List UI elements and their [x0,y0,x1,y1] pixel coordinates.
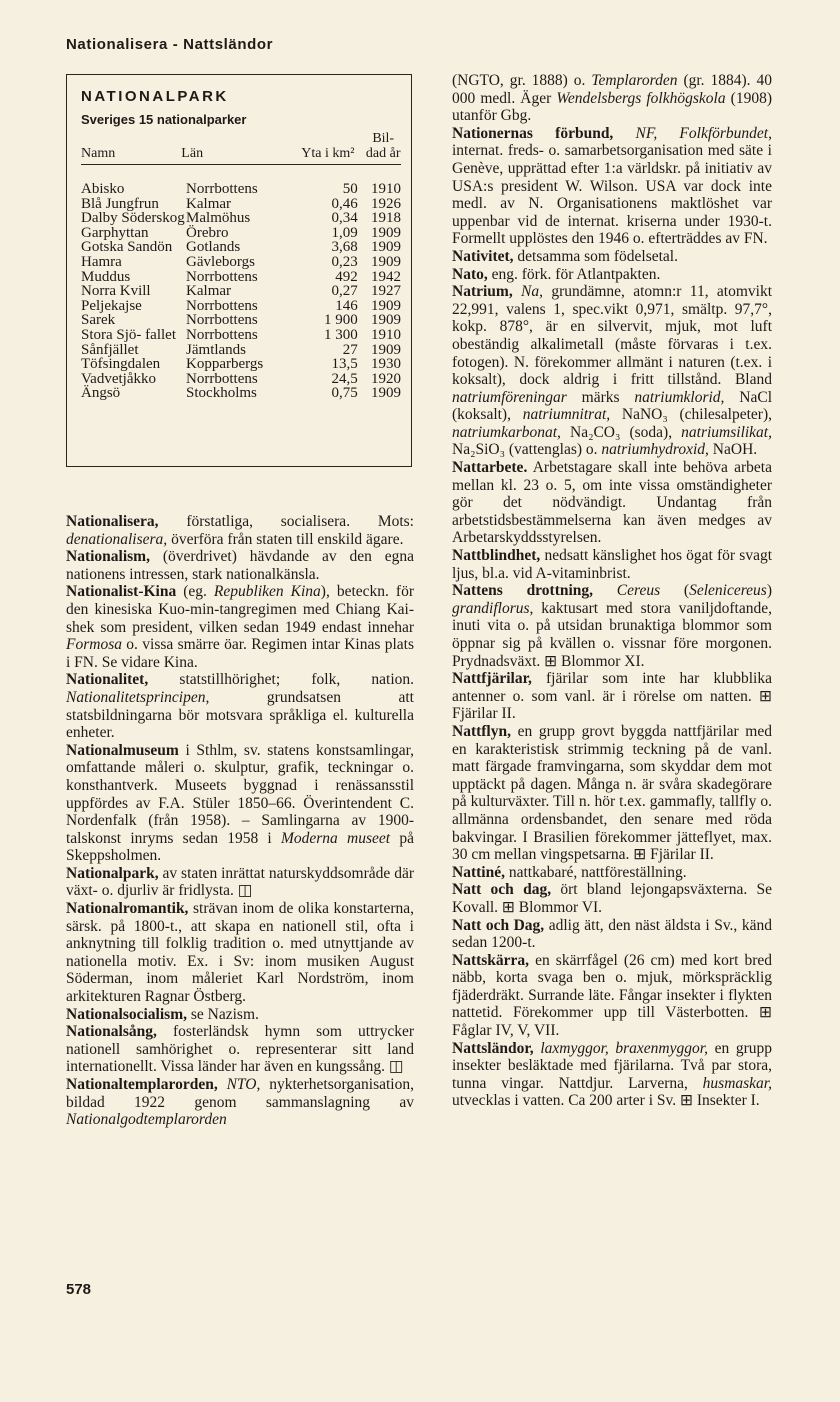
park-year: 1910 [370,326,401,343]
entry-text: fjärilar som inte har klubblika antenner o. som vanl. är i rörelse om natten. ⊞ Fjärilar II. [452,670,772,723]
entry-headword: Nationalism, [66,548,150,566]
park-name: Muddus [81,268,131,285]
entry-text: förstatliga, socialisera. Mots: [158,513,414,530]
entry-headword: Natrium, [452,283,513,301]
entry-text: internat. freds- o. samarbetsorganisation med säte i Genève, upprättad efter 1:a världskr. på initiativ av USA:s president W. Wilson. USA var dock inte medl. av N. Organisationens maktlöshet var uppenbar vid de internat. kriserna under 1930-t. Formellt upplöstes den 1946 o. efterträddes av FN. [452,142,772,248]
entry-text: Nationalgodtemplarorden [66,1111,227,1129]
dictionary-entry [66,1023,414,1076]
park-name: Abisko [81,181,125,197]
table-row [81,284,401,299]
park-lan: Norrbottens [186,326,258,343]
entry-headword: Nato, [452,265,488,283]
park-year: 1909 [370,312,401,329]
park-name: Ängsö [81,385,121,402]
entry-text: natriumklorid, [634,388,725,406]
entry-text: Republiken Kina [213,583,321,601]
park-year: 1909 [370,297,401,314]
park-lan: Örebro [186,224,229,241]
dictionary-entry [452,248,772,266]
dictionary-entry [452,952,772,1040]
dictionary-entry [66,1076,414,1129]
entry-text: NF, Folkförbundet, [635,124,772,142]
park-year: 1930 [370,356,401,373]
nationalpark-box-subtitle: Sveriges 15 nationalparker [81,112,247,127]
entry-headword: Nattens drottning, [452,582,594,600]
entry-text: detsamma som födelsetal. [513,247,678,265]
entry-text: Selenicereus [689,582,767,600]
park-year: 1920 [370,370,401,387]
dictionary-entry [452,547,772,582]
park-name: Stora Sjö- fallet [81,326,176,343]
table-row [81,226,401,241]
entry-headword: Nationalsocialism, [66,1005,187,1023]
park-area: 0,46 [331,195,358,212]
dictionary-entry [66,865,414,900]
dictionary-entry [452,1040,772,1110]
entry-text: NTO, [226,1076,261,1093]
entry-text [593,582,617,599]
entry-text: NaNO₃ (chilesalpeter), [610,406,772,424]
entry-text: Cereus [616,582,661,600]
nationalpark-table-body [81,182,401,401]
entry-text: Nationalitetsprincipen, [66,688,210,706]
park-year: 1909 [370,224,401,241]
entry-text: husmaskar, [702,1074,772,1092]
entry-text: strävan inom de olika konstarterna, särsk. på 1800-t., att skapa en nationell stil, ofta i anknytning till folklig tradition o. med utnyttjande av nationella motiv. Ex. i Sv: inom musiken August Söderman, inom måleriet Karl Nordström, inom arkitekturen Ragnar Östberg. [66,900,414,1006]
entry-text: Templarorden [591,72,678,89]
park-area: 1,09 [331,224,358,241]
entry-text: Na, [521,283,543,301]
entry-headword: Nationernas förbund, [452,124,614,142]
park-area: 3,68 [331,239,358,256]
nationalpark-box-title: NATIONALPARK [81,88,229,105]
entry-headword: Nationalitet, [66,671,149,689]
table-row [81,357,401,372]
table-row [81,328,401,343]
park-year: 1918 [370,210,401,227]
dictionary-entry [66,548,414,583]
entry-text: ) [766,582,772,600]
entry-text: adlig ätt, den näst äldsta i Sv., känd sedan 1200-t. [452,916,772,952]
entry-headword: Nationalpark, [66,864,159,882]
dictionary-entry [452,917,772,952]
entry-text: ört bland lejongapsväxterna. Se Kovall. ⊞ Blommor VI. [452,881,772,916]
park-year: 1909 [370,341,401,358]
park-name: Hamra [81,253,122,270]
nationalpark-table-header [81,131,401,165]
left-text-column [66,513,414,1129]
entry-text: natriumhydroxid, [601,441,709,459]
entry-text: grundsatsen att statsbildningarna bör motsvara språkliga el. kulturella enheter. [66,688,414,742]
table-row [81,313,401,328]
entry-text: märks [566,388,635,406]
entry-headword: Nattskärra, [452,951,530,969]
entry-text: natriumföreningar [452,388,567,406]
entry-headword: Nationaltemplarorden, [66,1076,218,1093]
dictionary-entry [66,671,414,741]
park-lan: Norrbottens [186,181,258,197]
entry-text: laxmyggor, braxenmyggor, [540,1039,708,1057]
entry-headword: Nattsländor, [452,1039,534,1057]
park-area: 1 300 [324,326,358,343]
dictionary-entry [66,900,414,1006]
entry-headword: Natt och dag, [452,881,552,899]
entry-text: statstillhörighet; folk, nation. [148,671,414,689]
entry-text: fosterländsk hymn som uttrycker nationell samhörighet o. representerar sitt land internationellt. Vissa länder har även en kungssång. ◫ [66,1023,414,1076]
entry-text: natriumnitrat, [522,406,611,424]
park-lan: Kalmar [186,283,232,300]
entry-text [613,125,635,142]
entry-text: (1908) utanför Gbg. [452,89,772,125]
table-row [81,270,401,285]
park-name: Töfsingdalen [81,356,161,373]
park-lan: Gävleborgs [186,253,255,270]
entry-text: utvecklas i vatten. Ca 200 arter i Sv. ⊞ Insekter I. [452,1092,760,1110]
entry-text: i Sthlm, sv. statens konstsamlingar, omfattande måleri o. skulptur, grafik, teckningar o. konsthantverk. Museets byggnad i renässansstil uppfördes av F.A. Stüler 1850–66. Överintendent C. Nordenfalk (från 1958). – Samlingarna av 1900-talskonst inryms sedan 1958 i [66,741,414,847]
dictionary-entry [66,1006,414,1024]
park-area: 1 900 [324,312,358,329]
table-row [81,255,401,270]
entry-text: en skärrfågel (26 cm) med kort bred näbb, korta svaga ben o. mjuk, mörkspräcklig fjäderdräkt. Surrande läte. Fångar insekter i flykten nattetid. Förekommer upp till Västerbotten. ⊞ Fåglar IV, V, VII. [452,951,772,1040]
entry-text: nykterhetsorganisation, bildad 1922 genom sammanslagning av [66,1076,414,1111]
entry-text: en grupp insekter besläktade med fjärilarna. Två par stora, tunna vingar. Nattdjur. Larverna, [452,1039,772,1092]
dictionary-entry [452,670,772,723]
entry-text: NaOH. [708,441,758,459]
park-year: 1926 [370,195,401,212]
park-year: 1927 [370,283,401,300]
park-name: Norra Kvill [81,283,151,300]
entry-text: eng. förk. för Atlantpakten. [487,265,661,283]
entry-text: Na₂SiO₃ (vattenglas) o. [452,441,602,459]
park-name: Sånfjället [81,341,139,358]
park-area: 13,5 [331,356,358,373]
park-name: Sarek [81,312,116,329]
entry-text: grandiflorus, [452,599,534,617]
park-year: 1909 [370,253,401,270]
dictionary-entry [66,513,414,548]
table-row [81,386,401,401]
park-name: Blå Jungfrun [81,195,159,212]
entry-headword: Nationalromantik, [66,900,189,918]
entry-headword: Nattarbete. [452,459,528,477]
entry-text: natriumsilikat, [681,423,772,441]
entry-headword: Nationalisera, [66,513,159,530]
park-lan: Stockholms [186,385,257,402]
table-row [81,343,401,358]
park-lan: Kopparbergs [186,356,264,373]
dictionary-entry [452,283,772,459]
park-name: Dalby Söderskog [81,210,185,227]
table-row [81,299,401,314]
dictionary-entry [452,864,772,882]
table-row [81,211,401,226]
table-row [81,197,401,212]
park-name: Peljekajse [81,297,142,314]
table-row [81,372,401,387]
park-area: 146 [335,297,358,314]
park-year: 1909 [370,385,401,402]
park-lan: Norrbottens [186,312,258,329]
nationalpark-table-box [66,74,412,467]
entry-text: (överdrivet) hävdande av den egna nationens intressen, stark nationalkänsla. [66,548,414,583]
park-area: 24,5 [331,370,358,387]
entry-headword: Nattiné, [452,863,505,881]
col-header-bildad: Bil- dad år [365,131,401,161]
dictionary-entry [452,582,772,670]
park-lan: Norrbottens [186,297,258,314]
entry-text: NaCl (koksalt), [452,388,772,424]
entry-headword: Nattblindhet, [452,547,541,565]
entry-text: ( [660,582,690,600]
entry-text: nedsatt känslighet hos ögat för svagt ljus, bl.a. vid A-vitaminbrist. [452,547,772,582]
entry-text: Na₂CO₃ (soda), [560,423,682,441]
entry-text: på Skeppsholmen. [66,829,414,865]
entry-text: en grupp grovt byggda nattfjärilar med en karakteristisk strimmig teckning på de vanl. matt färgade framvingarna, som skyddar dem mot upptäckt på dagen. Många n. är svåra skadegörare på kulturväxter. Till n. hör t.ex. gammafly, tallfly o. allmänna ordensbandet, den senare med röda bakvingar. I Brasilien förekommer jätteflyet, max. 30 cm mellan vingspetsarna. ⊞ Fjärilar II. [452,722,772,864]
entry-headword: Nattflyn, [452,722,511,740]
page-number: 578 [66,1281,92,1298]
park-area: 0,34 [331,210,358,227]
entry-text: grundämne, atomn:r 11, atomvikt 22,991, valens 1, spec.vikt 0,971, smältp. 97,7°, kokp. 878°, är en silvervit, mjuk, mot luft obeständig alkalimetall (måste förvaras i t.ex. fotogen). N. förekommer allmänt i naturen (t.ex. i koksalt), dock aldrig i fritt tillstånd. Bland [452,283,773,389]
park-lan: Norrbottens [186,370,258,387]
park-name: Vadvetjåkko [81,370,156,387]
entry-text: Arbetstagare skall inte behöva arbeta mellan kl. 23 o. 5, om inte vissa omständigheter gör det nödvändigt. Undantag från arbetstidsbestämmelserna kan även medges av Arbetarskyddsstyrelsen. [452,459,772,547]
col-header-lan: Län [181,146,204,161]
park-year: 1942 [370,268,401,285]
table-row [81,240,401,255]
entry-headword: Nattfjärilar, [452,670,532,688]
entry-text: Moderna museet [280,829,391,847]
park-area: 0,27 [331,283,358,300]
park-year: 1909 [370,239,401,256]
dictionary-entry [452,459,772,547]
entry-text [513,283,521,300]
entry-text: av staten inrättat naturskyddsområde där växt- o. djurliv är fridlysta. ◫ [66,864,414,900]
dictionary-entry [66,742,414,865]
dictionary-entry [452,266,772,284]
park-area: 0,75 [331,385,358,402]
entry-headword: Natt och Dag, [452,916,545,934]
dictionary-entry [452,881,772,916]
park-lan: Norrbottens [186,268,258,285]
entry-text: överföra från staten till enskild ägare. [167,530,404,548]
entry-text: natriumkarbonat, [452,423,561,441]
park-name: Gotska Sandön [81,239,173,256]
park-lan: Malmöhus [186,210,251,227]
park-lan: Jämtlands [186,341,247,358]
entry-text: (gr. 1884). 40 000 medl. Äger [452,72,772,107]
entry-text: o. vissa smärre öar. Regimen intar Kinas plats i FN. Se vidare Kina. [66,636,414,671]
park-name: Garphyttan [81,224,149,241]
right-text-column [452,72,772,1110]
entry-text: denationalisera, [66,530,168,548]
entry-text: nattkabaré, nattföreställning. [504,863,687,881]
entry-headword: Nationalist-Kina [66,583,177,601]
entry-text: Wendelsbergs folkhögskola [556,89,726,107]
entry-text: Formosa [66,636,122,654]
entry-text: (eg. [176,583,214,601]
dictionary-entry [452,125,772,248]
entry-headword: Nationalmuseum [66,741,179,759]
park-area: 50 [342,181,358,197]
running-head: Nationalisera - Nattsländor [66,36,274,53]
entry-headword: Nationalsång, [66,1023,157,1041]
entry-text: kaktusart med stora vaniljdoftande, inuti vita o. på utsidan brunaktiga blommor som öppnar sig på kvällen o. vissnar före morgonen. Prydnadsväxt. ⊞ Blommor XI. [452,599,772,670]
entry-text: (NGTO, gr. 1888) o. [452,72,592,89]
dictionary-entry [452,72,772,125]
col-header-name: Namn [81,146,116,161]
park-area: 492 [335,268,358,285]
dictionary-entry [452,723,772,864]
park-lan: Kalmar [186,195,232,212]
park-lan: Gotlands [186,239,241,256]
col-header-yta: Yta i km² [301,146,355,161]
table-row [81,182,401,197]
park-area: 0,23 [331,253,358,270]
entry-text: ), beteckn. för den kinesiska Kuo-min-tangregimen med Chiang Kai-shek som president, vilken sedan 1949 endast innehar [66,583,414,636]
entry-text [218,1076,227,1093]
park-year: 1910 [370,181,401,197]
park-area: 27 [342,341,358,358]
entry-text: se Nazism. [187,1005,259,1023]
dictionary-entry [66,583,414,671]
entry-headword: Nativitet, [452,247,514,265]
